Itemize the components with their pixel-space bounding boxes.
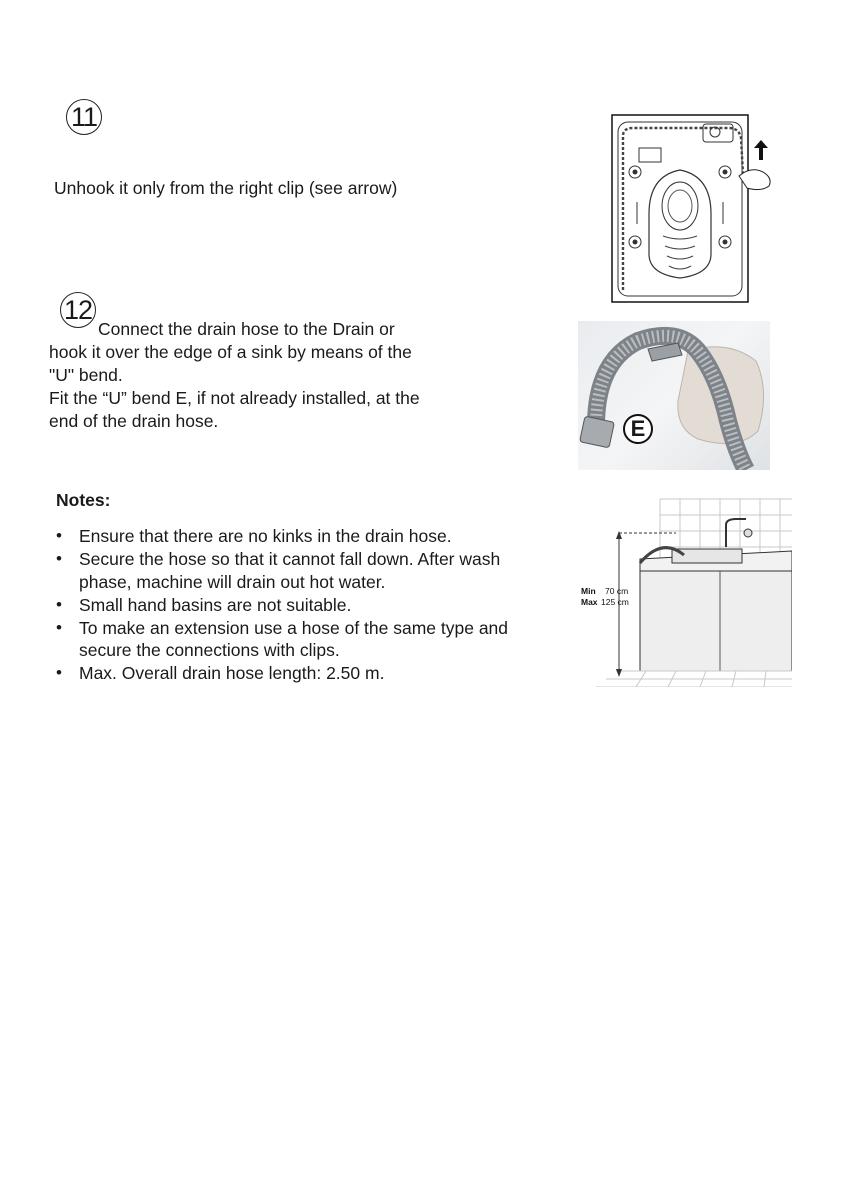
list-item-line: To make an extension use a hose of the same type and: [79, 617, 509, 638]
min-label: Min: [581, 586, 596, 596]
list-item: • Small hand basins are not suitable.: [48, 594, 568, 617]
list-item-line: Secure the hose so that it cannot fall down. After wash: [79, 549, 501, 569]
list-item-line: phase, machine will drain out hot water.: [79, 571, 386, 592]
step-number-12: 12: [60, 292, 96, 328]
max-value: 125 cm: [601, 597, 629, 607]
notes-list: [48, 525, 568, 685]
list-item: [48, 617, 568, 662]
machine-rear-illustration: [611, 114, 783, 304]
list-item: • Max. Overall drain hose length: 2.50 m.: [48, 662, 568, 685]
step-12-line-1: Connect the drain hose to the Drain or: [98, 319, 395, 339]
step-12-line-5: end of the drain hose.: [49, 411, 219, 431]
list-item: • Ensure that there are no kinks in the drain hose.: [48, 525, 568, 548]
sink-height-illustration: [576, 497, 792, 687]
step-12-line-2: hook it over the edge of a sink by means of the: [49, 342, 412, 362]
drain-hose-photo: [578, 321, 770, 470]
list-item: [48, 548, 568, 593]
u-bend-label: E: [623, 414, 653, 444]
min-value: 70 cm: [605, 586, 629, 596]
step-12-line-4: Fit the “U” bend E, if not already installed, at the: [49, 388, 420, 408]
max-label: Max: [581, 597, 598, 607]
step-11-instruction: Unhook it only from the right clip (see arrow): [54, 178, 398, 198]
list-item-line: secure the connections with clips.: [79, 640, 340, 660]
step-12-line-3: "U" bend.: [49, 365, 123, 385]
step-number-11: 11: [66, 99, 102, 135]
notes-title: Notes:: [56, 490, 111, 510]
